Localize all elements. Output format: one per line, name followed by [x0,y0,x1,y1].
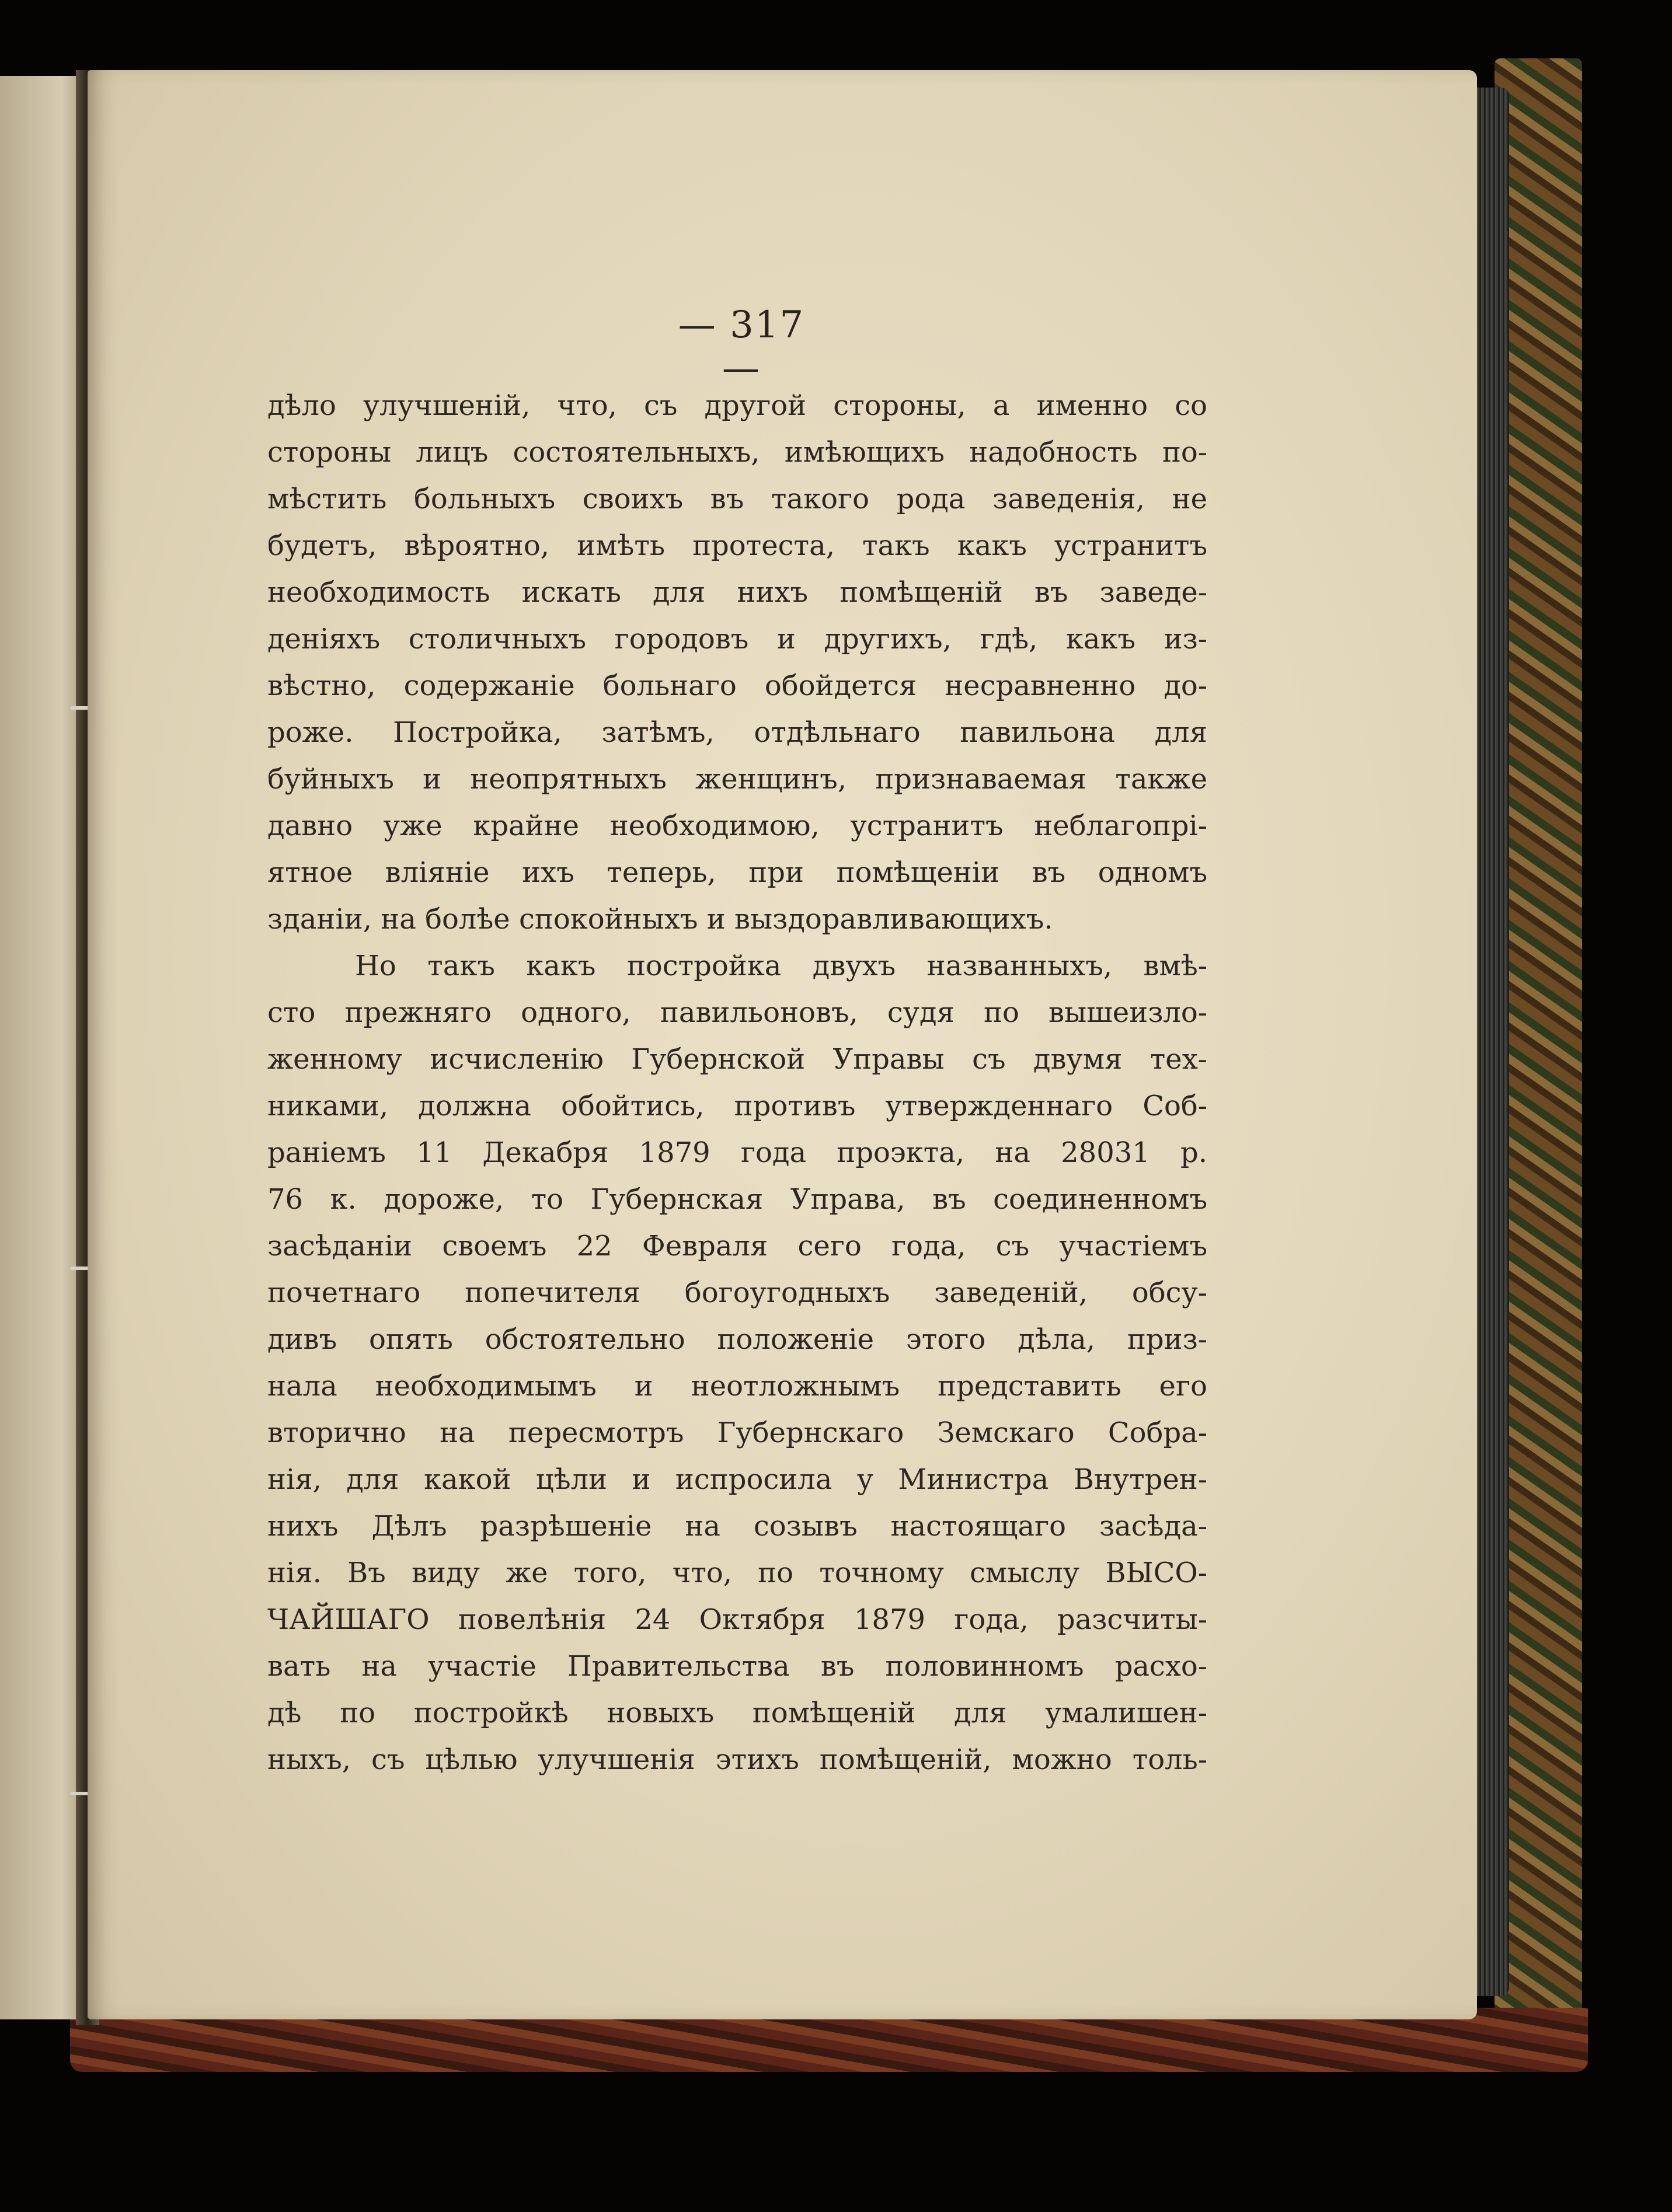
text-line: будетъ, вѣроятно, имѣть протеста, такъ какъ устранитъ [267,529,1207,562]
text-line: женному исчисленію Губернской Управы съ двумя тех- [267,1043,1207,1076]
text-line: засѣданіи своемъ 22 Февраля сего года, съ участіемъ [267,1230,1207,1262]
text-line: мѣстить больныхъ своихъ въ такого рода заведенія, не [267,483,1207,515]
text-line: раніемъ 11 Декабря 1879 года проэкта, на 28031 р. [267,1136,1207,1169]
page-text [267,382,1207,1783]
text-line: вать на участіе Правительства въ половинномъ расхо- [267,1650,1207,1683]
text-line: деніяхъ столичныхъ городовъ и другихъ, гдѣ, какъ из- [267,623,1207,655]
text-line: ныхъ, съ цѣлью улучшенія этихъ помѣщеній, можно толь- [267,1743,1207,1776]
text-line: нала необходимымъ и неотложнымъ представить его [267,1370,1207,1402]
text-line: нихъ Дѣлъ разрѣшеніе на созывъ настоящаго засѣда- [267,1510,1207,1543]
text-line: никами, должна обойтись, противъ утвержденнаго Соб- [267,1090,1207,1122]
text-line: Но такъ какъ постройка двухъ названныхъ, вмѣ- [355,950,1207,982]
text-line: нія, для какой цѣли и испросила у Министра Внутрен- [267,1463,1207,1496]
text-line: буйныхъ и неопрятныхъ женщинъ, признаваемая также [267,763,1207,796]
text-line: дѣ по постройкѣ новыхъ помѣщеній для умалишен- [267,1697,1207,1729]
text-line: сто прежняго одного, павильоновъ, судя по вышеизло- [267,996,1207,1029]
page-number: — 317 — [678,303,805,390]
text-line: давно уже крайне необходимою, устранитъ неблагопрі- [267,810,1207,842]
text-line: ЧАЙШАГО повелѣнія 24 Октября 1879 года, разсчиты- [267,1603,1207,1636]
text-line: роже. Постройка, затѣмъ, отдѣльнаго павильона для [267,716,1207,749]
text-line: почетнаго попечителя богоугодныхъ заведеній, обсу- [267,1276,1207,1309]
text-line: ятное вліяніе ихъ теперь, при помѣщеніи въ одномъ [267,856,1207,889]
text-line: зданіи, на болѣе спокойныхъ и выздоравливающихъ. [267,903,1053,936]
text-line: стороны лицъ состоятельныхъ, имѣющихъ надобность по- [267,436,1207,469]
text-line: дѣло улучшеній, что, съ другой стороны, а именно со [267,389,1207,422]
text-line: 76 к. дороже, то Губернская Управа, въ соединенномъ [267,1183,1207,1216]
text-line: необходимость искать для нихъ помѣщеній въ заведе- [267,576,1207,609]
text-line: нія. Въ виду же того, что, по точному смыслу ВЫСО- [267,1557,1207,1589]
text-line: вторично на пересмотръ Губернскаго Земскаго Собра- [267,1416,1207,1449]
text-line: дивъ опять обстоятельно положеніе этого дѣла, приз- [267,1323,1207,1356]
text-line: вѣстно, содержаніе больнаго обойдется несравненно до- [267,669,1207,702]
left-page [0,76,88,2019]
